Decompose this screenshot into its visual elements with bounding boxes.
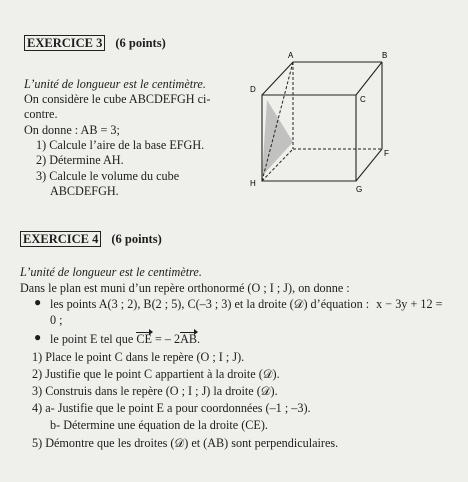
vector-AB: AB <box>180 332 198 346</box>
ex3-q3-cont: ABCDEFGH. <box>50 184 119 198</box>
label-B: B <box>382 51 388 60</box>
label-H: H <box>250 179 256 188</box>
ex4-unit: L’unité de longueur est le centimètre. <box>20 265 202 279</box>
bullet-dot: ● <box>34 295 42 309</box>
label-D: D <box>250 85 256 94</box>
label-G: G <box>356 185 363 194</box>
ex4-q2: 2) Justifie que le point C appartient à la droite (𝒟). <box>32 367 280 381</box>
ex4-bullet1 <box>50 297 442 311</box>
ex4-bullet2-mid: = – 2 <box>151 332 181 346</box>
label-F: F <box>384 149 389 158</box>
ex3-title: EXERCICE 3 <box>24 35 105 51</box>
ex4-q1: 1) Place le point C dans le repère (O ; I ; J). <box>32 350 245 364</box>
bullet-dot: ● <box>34 330 42 344</box>
ex3-q2: 2) Détermine AH. <box>36 153 124 167</box>
ex3-given: On donne : AB = 3; <box>24 123 120 137</box>
ex4-q4b: b- Détermine une équation de la droite (CE). <box>50 418 268 432</box>
cube-figure <box>238 46 408 196</box>
vector-CE: CE <box>136 332 152 346</box>
ex4-bullet2-end: . <box>197 332 201 346</box>
ex4-points: (6 points) <box>111 232 162 246</box>
ex3-points: (6 points) <box>115 36 166 50</box>
ex3-line: On considère le cube ABCDEFGH ci- <box>24 92 211 106</box>
ex4-q5: 5) Démontre que les droites (𝒟) et (AB) sont perpendiculaires. <box>32 436 339 450</box>
ex3-q1: 1) Calcule l’aire de la base EFGH. <box>36 138 205 152</box>
ex3-line: contre. <box>24 107 58 121</box>
ex4-bullet1-text: les points A(3 ; 2), B(2 ; 5), C(–3 ; 3) et la droite (𝒟) d’équation : <box>50 297 370 311</box>
ex4-intro: Dans le plan est muni d’un repère orthonormé (O ; I ; J), on donne : <box>20 281 350 295</box>
ex3-unit: L’unité de longueur est le centimètre. <box>24 77 206 91</box>
ex4-q3: 3) Construis dans le repère (O ; I ; J) la droite (𝒟). <box>32 384 278 398</box>
ex4-bullet2-text: le point E tel que <box>50 332 134 346</box>
ex4-bullet1-cont: 0 ; <box>50 313 63 327</box>
ex4-header <box>20 232 162 247</box>
ex4-title: EXERCICE 4 <box>20 231 101 247</box>
label-A: A <box>288 51 294 60</box>
label-C: C <box>360 95 366 104</box>
ex4-q4a: 4) a- Justifie que le point E a pour coordonnées (–1 ; –3). <box>32 401 311 415</box>
ex3-q3: 3) Calcule le volume du cube <box>36 169 180 183</box>
ex3-header <box>24 36 166 51</box>
ex4-bullet2 <box>50 332 200 346</box>
ex4-equation: x − 3y + 12 = <box>376 297 443 311</box>
